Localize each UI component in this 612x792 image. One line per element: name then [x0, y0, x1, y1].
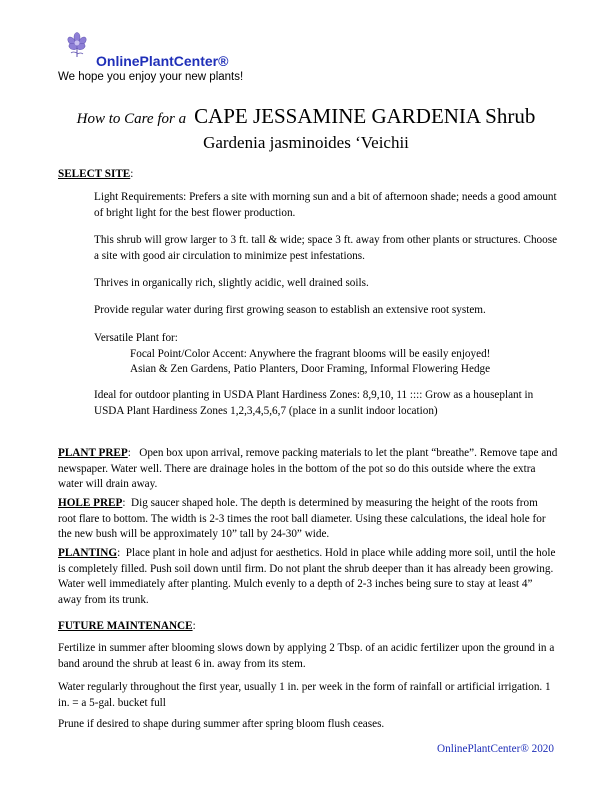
plant-prep-heading: PLANT PREP: [58, 447, 128, 459]
growth-size: This shrub will grow larger to 3 ft. tall & wide; space 3 ft. away from other plants or structures. Choose a site with good air circulation to minimize pest infestations.: [94, 234, 558, 262]
light-requirements: Light Requirements: Prefers a site with morning sun and a bit of afternoon shade; needs a good amount of bright light for the best flower production.: [94, 191, 557, 219]
planting-text: Place plant in hole and adjust for aesthetics. Hold in place while adding more soil, until the hole is completely filled. Push soil down until firm. Do not plant the shrub deeper than it has already been growing. Water well immediately after planting. Mulch evenly to a depth of 2-3 inches being sure to stay at least 4” away from its trunk.: [58, 547, 556, 606]
flower-logo-icon: [66, 32, 88, 58]
planting-heading: PLANTING: [58, 547, 118, 559]
select-site-heading-line: SELECT SITE:: [58, 168, 134, 180]
versatile-item-2: Asian & Zen Gardens, Patio Planters, Door Framing, Informal Flowering Hedge: [130, 363, 491, 375]
versatile-item-1: Focal Point/Color Accent: Anywhere the fragrant blooms will be easily enjoyed!: [130, 348, 491, 360]
page-title: [0, 104, 612, 129]
plant-prep-paragraph: PLANT PREP: Open box upon arrival, remove packing materials to let the plant “breathe”. Remove tape and newspaper. Water well. There are drainage holes in the bottom of the pot so do this outside where the extra water will drain away.: [58, 447, 558, 490]
versatile-label: Versatile Plant for:: [94, 332, 178, 344]
fertilize-instructions: Fertilize in summer after blooming slows down by applying 2 Tbsp. of an acidic fertilizer upon the ground in a band around the shrub at least 6 in. away from its stem.: [58, 642, 555, 670]
future-maintenance-heading-line: FUTURE MAINTENANCE:: [58, 620, 196, 632]
plant-prep-text: Open box upon arrival, remove packing materials to let the plant “breathe”. Remove tape and newspaper. Water well. There are drainage holes in the bottom of the pot so do this outside where the extra water will drain away.: [58, 447, 558, 490]
watering-instructions: Water regularly throughout the first year, usually 1 in. per week in the form of rainfall or artificial irrigation. 1 in. = a 5-gal. bucket full: [58, 681, 551, 709]
soil-requirements: Thrives in organically rich, slightly acidic, well drained soils.: [94, 277, 369, 289]
planting-paragraph: PLANTING: Place plant in hole and adjust for aesthetics. Hold in place while adding more soil, until the hole is completely filled. Push soil down until firm. Do not plant the shrub deeper than it has already been growing. Water well immediately after planting. Mulch evenly to a depth of 2-3 inches being sure to stay at least 4” away from its trunk.: [58, 547, 556, 606]
hole-prep-paragraph: HOLE PREP: Dig saucer shaped hole. The depth is determined by measuring the height of the roots from root flare to bottom. The width is 2-3 times the root ball diameter. Using these calculations, the ideal hole for the new bush will be approximately 10” tall by 24-30” wide.: [58, 497, 546, 540]
water-requirements: Provide regular water during first growing season to establish an extensive root system.: [94, 304, 486, 316]
brand-name: OnlinePlantCenter®: [96, 53, 229, 69]
hole-prep-heading: HOLE PREP: [58, 497, 123, 509]
botanical-name: Gardenia jasminoides ‘Veichii: [203, 133, 409, 152]
title-prefix: How to Care for a: [76, 111, 187, 127]
footer-copyright: OnlinePlantCenter® 2020: [437, 743, 554, 755]
select-site-heading: SELECT SITE: [58, 168, 131, 180]
title-main: CAPE JESSAMINE GARDENIA Shrub: [194, 104, 536, 128]
hardiness-zones: Ideal for outdoor planting in USDA Plant Hardiness Zones: 8,9,10, 11 :::: Grow as a houseplant in USDA Plant Hardiness Zones 1,2,3,4,5,6,7 (place in a sunlit indoor location): [94, 389, 534, 417]
future-maintenance-heading: FUTURE MAINTENANCE: [58, 620, 193, 632]
tagline: We hope you enjoy your new plants!: [58, 71, 244, 83]
hole-prep-text: Dig saucer shaped hole. The depth is determined by measuring the height of the roots from root flare to bottom. The width is 2-3 times the root ball diameter. Using these calculations, the ideal hole for the new bush will be approximately 10” tall by 24-30” wide.: [58, 497, 546, 540]
pruning-instructions: Prune if desired to shape during summer after spring bloom flush ceases.: [58, 718, 385, 730]
